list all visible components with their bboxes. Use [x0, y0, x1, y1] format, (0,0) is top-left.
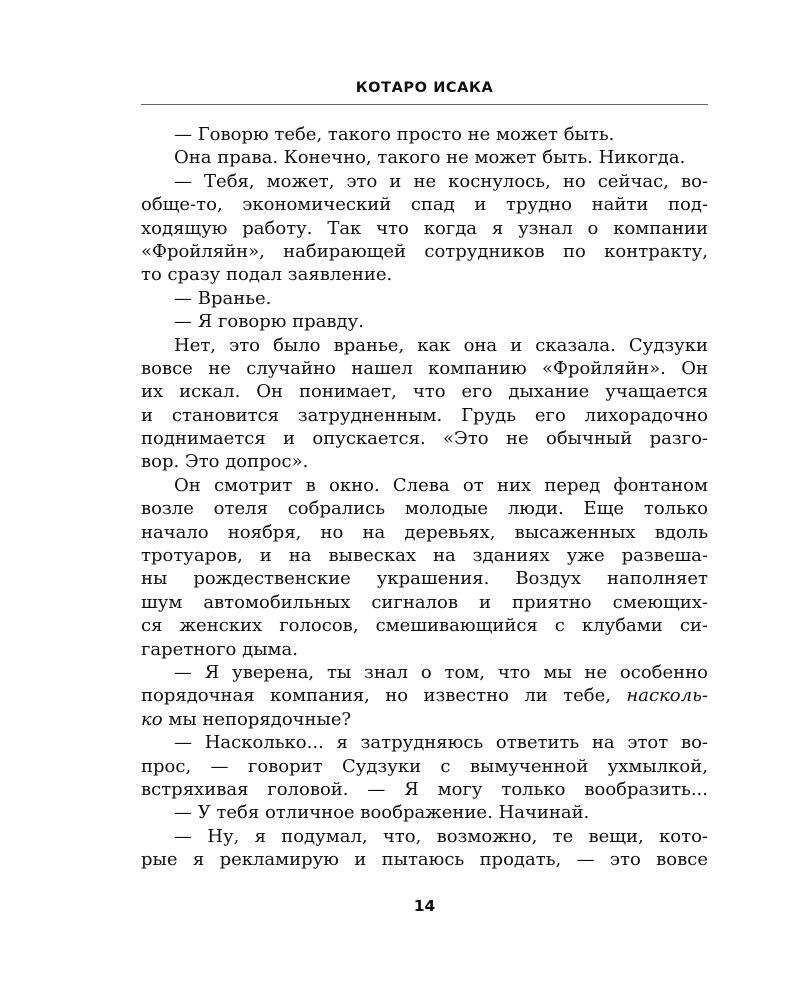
text-line: начало ноября, но на деревьях, высаженных вдоль	[141, 521, 708, 543]
text-line: Он смотрит в окно. Слева от них перед фонтаном	[174, 474, 708, 496]
text-line: ходящую работу. Так что когда я узнал о компании	[141, 217, 708, 239]
text-line: — Я говорю правду.	[174, 311, 364, 333]
text-line: — Я уверена, ты знал о том, что мы не особенно	[174, 661, 708, 683]
text-line: ся женских голосов, смешивающийся с клубами си-	[141, 615, 708, 637]
text-line: «Фройляйн», набирающей сотрудников по контракту,	[141, 240, 708, 262]
text-line: ны рождественские украшения. Воздух наполняет	[141, 568, 708, 590]
text-line	[141, 684, 708, 707]
text-line: рые я рекламирую и пытаюсь продать, — это вовсе	[141, 849, 708, 871]
text-line: Нет, это было вранье, как она и сказала. Судзуки	[174, 334, 708, 356]
text-line: обще-то, экономический спад и трудно найти под-	[141, 194, 708, 216]
text-line: — Ну, я подумал, что, возможно, те вещи, кото-	[174, 825, 708, 847]
text-line: шум автомобильных сигналов и приятно смеющих-	[141, 591, 708, 613]
text-line: прос, — говорит Судзуки с вымученной ухмылкой,	[141, 755, 708, 777]
italic-emphasis: насколь-	[626, 685, 708, 707]
text-line	[141, 708, 708, 731]
running-head-author: КОТАРО ИСАКА	[355, 80, 494, 96]
text-line: Она права. Конечно, такого не может быть. Никогда.	[174, 147, 686, 169]
text-line: вор. Это допрос».	[141, 451, 309, 473]
italic-emphasis: ко	[141, 708, 163, 730]
text-line: — Тебя, может, это и не коснулось, но сейчас, во-	[174, 170, 708, 192]
text-line: то сразу подал заявление.	[141, 264, 393, 286]
text-line: вовсе не случайно нашел компанию «Фройляйн». Он	[141, 357, 708, 379]
text-line: — Говорю тебе, такого просто не может быть.	[174, 124, 615, 145]
text-line: — У тебя отличное воображение. Начинай.	[174, 802, 590, 824]
text-line: гаретного дыма.	[141, 638, 298, 660]
text-line: поднимается и опускается. «Это не обычный разго-	[141, 428, 708, 450]
text-line: тротуаров, и на вывесках на зданиях уже развеша-	[141, 545, 708, 567]
text-line: — Насколько... я затрудняюсь ответить на этот во-	[174, 732, 708, 754]
page-number: 14	[413, 897, 436, 915]
text-segment: мы непорядочные?	[168, 708, 352, 730]
text-line: и становится затрудненным. Грудь его лихорадочно	[141, 404, 708, 426]
body-text	[141, 123, 708, 872]
text-segment: порядочная компания, но известно ли тебе,	[141, 685, 611, 707]
header-rule	[141, 104, 708, 105]
text-line: встряхивая головой. — Я могу только вообразить...	[141, 778, 708, 800]
text-line: их искал. Он понимает, что его дыхание учащается	[141, 381, 708, 403]
text-line: — Вранье.	[174, 287, 272, 309]
text-line: возле отеля собрались молодые люди. Еще только	[141, 498, 708, 520]
